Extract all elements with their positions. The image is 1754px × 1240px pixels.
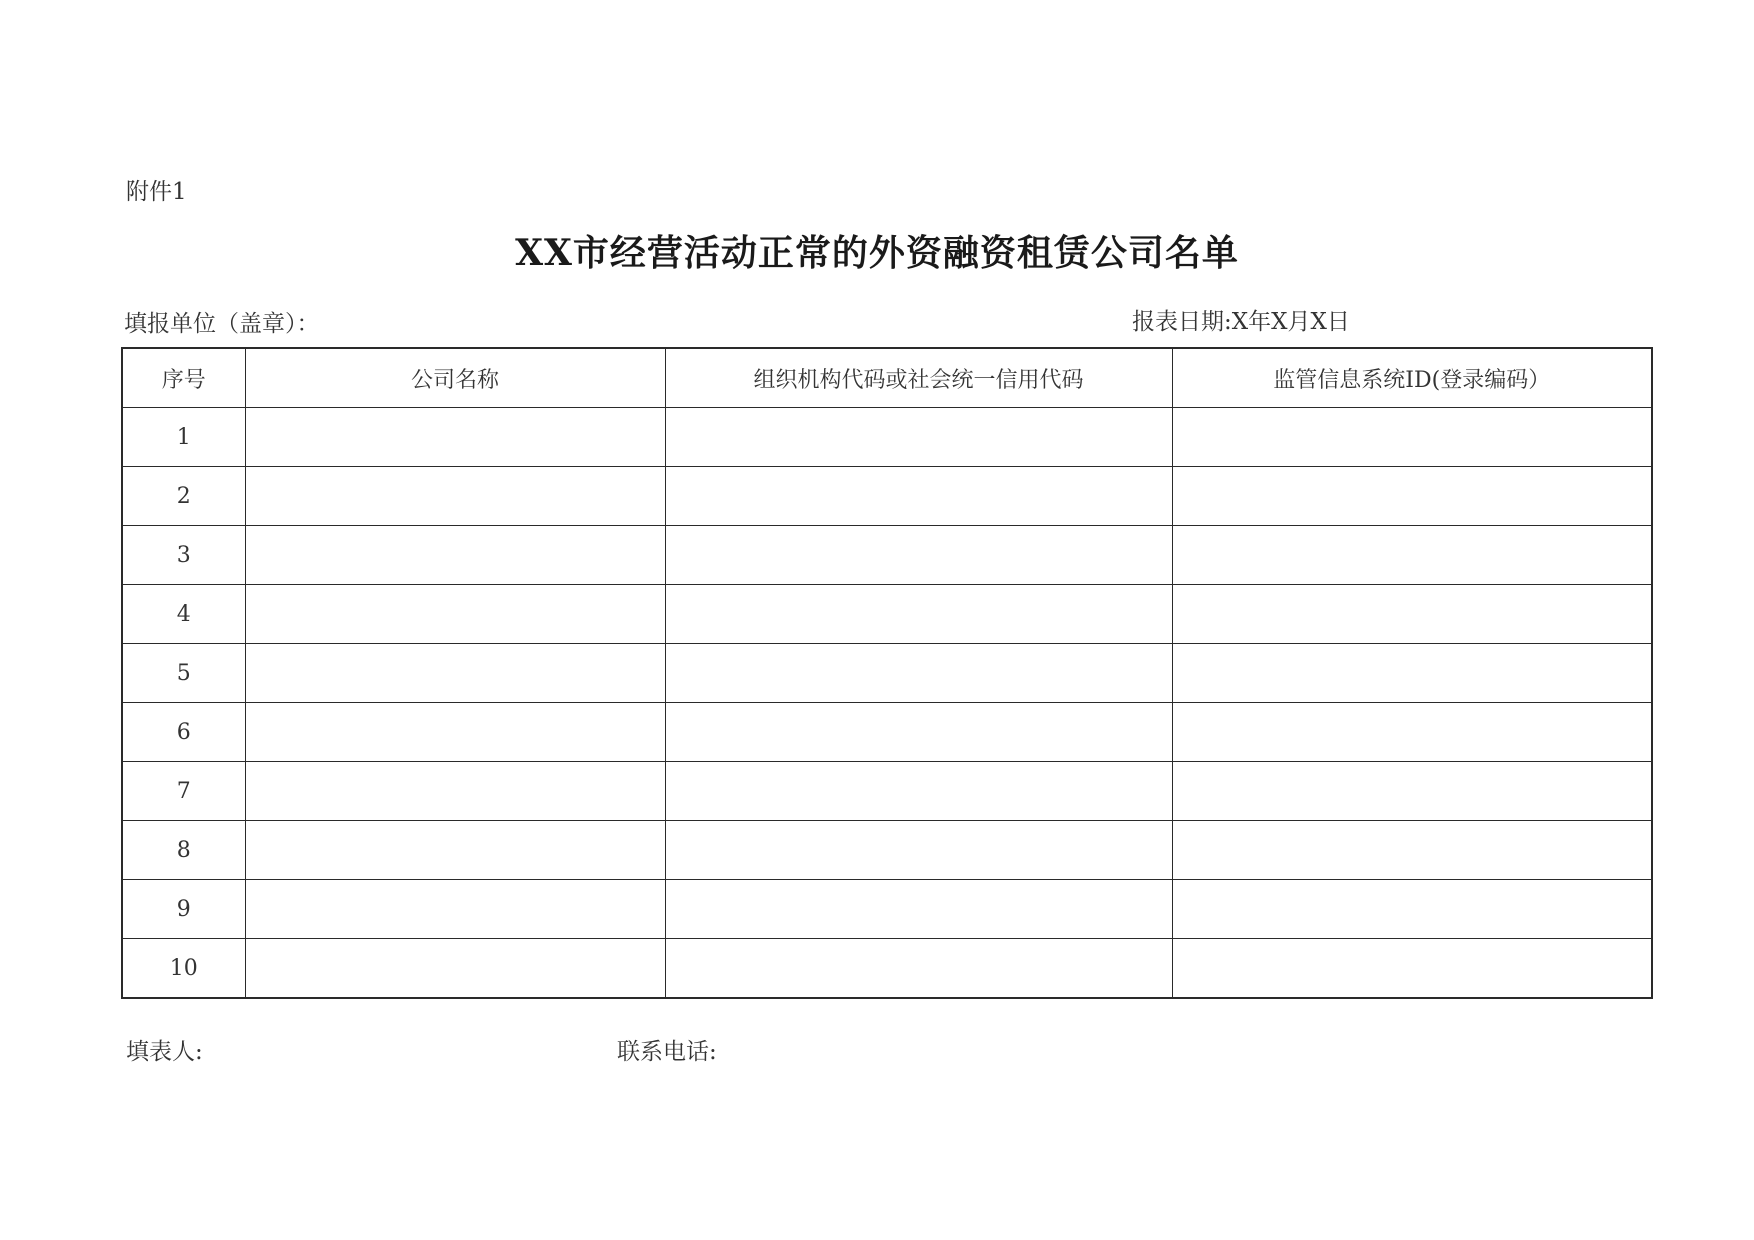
header-company-name: 公司名称 bbox=[245, 348, 665, 408]
system-id-cell[interactable] bbox=[1172, 526, 1652, 585]
report-date-label: 报表日期:X年X月X日 bbox=[1132, 309, 1350, 335]
header-seq: 序号 bbox=[122, 348, 245, 408]
table-row bbox=[122, 408, 1652, 467]
credit-code-cell[interactable] bbox=[665, 585, 1172, 644]
credit-code-cell[interactable] bbox=[665, 939, 1172, 999]
table-row bbox=[122, 703, 1652, 762]
row-seq: 4 bbox=[122, 585, 245, 644]
header-system-id: 监管信息系统ID(登录编码） bbox=[1172, 348, 1652, 408]
system-id-cell[interactable] bbox=[1172, 880, 1652, 939]
credit-code-cell[interactable] bbox=[665, 526, 1172, 585]
system-id-cell[interactable] bbox=[1172, 467, 1652, 526]
row-seq: 10 bbox=[122, 939, 245, 999]
table-row bbox=[122, 762, 1652, 821]
table-row bbox=[122, 467, 1652, 526]
filler-label: 填表人: bbox=[126, 1039, 203, 1065]
credit-code-cell[interactable] bbox=[665, 762, 1172, 821]
company-name-cell[interactable] bbox=[245, 644, 665, 703]
table-header-row bbox=[122, 348, 1652, 408]
system-id-cell[interactable] bbox=[1172, 762, 1652, 821]
company-name-cell[interactable] bbox=[245, 762, 665, 821]
table-row bbox=[122, 585, 1652, 644]
system-id-cell[interactable] bbox=[1172, 821, 1652, 880]
system-id-cell[interactable] bbox=[1172, 939, 1652, 999]
row-seq: 7 bbox=[122, 762, 245, 821]
table-row bbox=[122, 939, 1652, 999]
header-credit-code: 组织机构代码或社会统一信用代码 bbox=[665, 348, 1172, 408]
company-name-cell[interactable] bbox=[245, 939, 665, 999]
row-seq: 2 bbox=[122, 467, 245, 526]
credit-code-cell[interactable] bbox=[665, 880, 1172, 939]
system-id-cell[interactable] bbox=[1172, 585, 1652, 644]
row-seq: 9 bbox=[122, 880, 245, 939]
system-id-cell[interactable] bbox=[1172, 703, 1652, 762]
table-row bbox=[122, 880, 1652, 939]
credit-code-cell[interactable] bbox=[665, 821, 1172, 880]
company-name-cell[interactable] bbox=[245, 880, 665, 939]
system-id-cell[interactable] bbox=[1172, 644, 1652, 703]
credit-code-cell[interactable] bbox=[665, 644, 1172, 703]
company-name-cell[interactable] bbox=[245, 703, 665, 762]
table-row bbox=[122, 644, 1652, 703]
reporting-unit-label: 填报单位（盖章）： bbox=[124, 311, 320, 337]
row-seq: 6 bbox=[122, 703, 245, 762]
row-seq: 5 bbox=[122, 644, 245, 703]
table-row bbox=[122, 821, 1652, 880]
credit-code-cell[interactable] bbox=[665, 408, 1172, 467]
company-name-cell[interactable] bbox=[245, 821, 665, 880]
row-seq: 8 bbox=[122, 821, 245, 880]
contact-phone-label: 联系电话: bbox=[617, 1039, 717, 1065]
table-row bbox=[122, 526, 1652, 585]
attachment-label: 附件1 bbox=[126, 179, 187, 205]
system-id-cell[interactable] bbox=[1172, 408, 1652, 467]
company-name-cell[interactable] bbox=[245, 526, 665, 585]
document-title: XX市经营活动正常的外资融资租赁公司名单 bbox=[515, 232, 1239, 274]
row-seq: 1 bbox=[122, 408, 245, 467]
company-name-cell[interactable] bbox=[245, 408, 665, 467]
company-roster-table bbox=[121, 347, 1653, 999]
company-name-cell[interactable] bbox=[245, 585, 665, 644]
credit-code-cell[interactable] bbox=[665, 703, 1172, 762]
row-seq: 3 bbox=[122, 526, 245, 585]
credit-code-cell[interactable] bbox=[665, 467, 1172, 526]
company-name-cell[interactable] bbox=[245, 467, 665, 526]
